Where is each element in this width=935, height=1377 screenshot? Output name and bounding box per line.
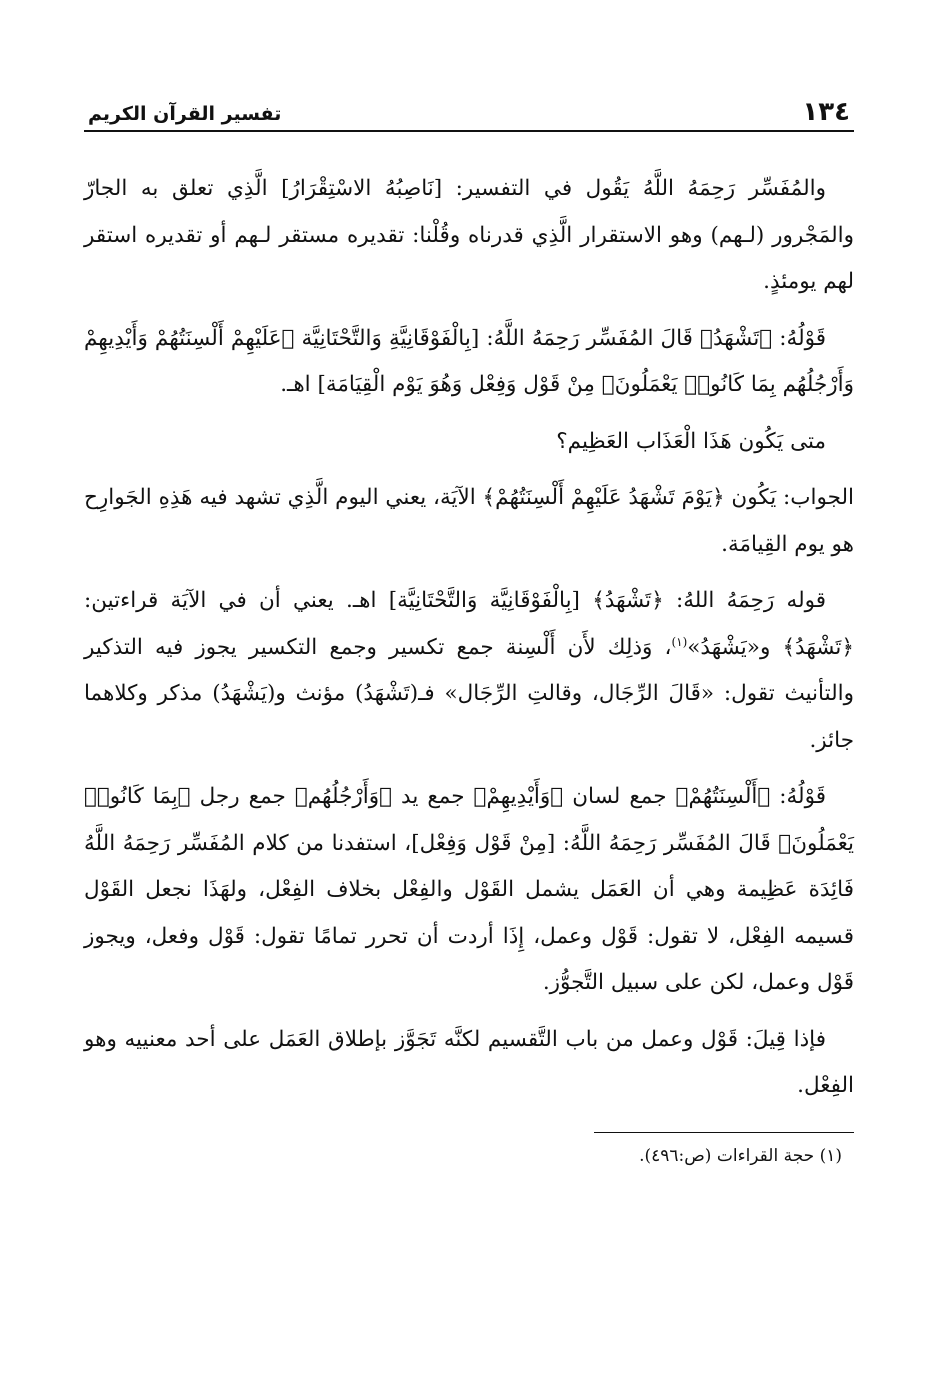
paragraph-1: والمُفَسِّر رَحِمَهُ اللَّهُ يَقُول في التفسير: [نَاصِبُهُ الاسْتِقْرَارُ] الَّذِي تعلق به الجارّ والمَجْرور (لـهم) وهو الاستقرار الَّذِي قدرناه وقُلْنا: تقديره مستقر لـهم أو تقديره استقر لهم يومئذٍ. xyxy=(84,176,854,294)
footnote: (١) حجة القراءات (ص:٤٩٦). xyxy=(639,1145,842,1166)
footnote-divider xyxy=(594,1132,854,1133)
paragraph-5-head: قوله رَحِمَهُ اللهُ: ﴿تَشْهَدُ﴾ [بِالْفَوْقَانِيَّة وَالتَّحْتَانِيَّة] اهـ. يعني أن في الآيَة قراءتين: ﴿تَشْهَدُ﴾ و«يَشْهَدُ» xyxy=(84,588,854,660)
paragraph-5 xyxy=(84,578,854,764)
page-number: ١٣٤ xyxy=(802,97,850,127)
paragraph-7: فإذا قِيلَ: قَوْل وعمل من باب التَّقسيم لكنَّه تَجَوَّز بإطلاق العَمَل على أحد معنييه وهو الفِعْل. xyxy=(84,1026,854,1098)
paragraph-6: قَوْلُهُ: ﴿أَلْسِنَتُهُمْ﴾ جمع لسان ﴿وَأَيْدِيهِمْ﴾ جمع يد ﴿وَأَرْجُلُهُم﴾ جمع رجل ﴿بِمَا كَانُوا۟ يَعْمَلُونَ﴾ قَالَ المُفَسِّر رَحِمَهُ اللَّهُ: [مِنْ قَوْل وَفِعْل]، استفدنا من كلام المُفَسِّر رَحِمَهُ اللَّهُ فَائِدَة عَظِيمة وهي أن العَمَل يشمل القَوْل والفِعْل بخلاف الفِعْل، ولهَذَا نجعل القَوْل قسيمه الفِعْل، لا تقول: قَوْل وعمل، إِذَا أردت أن تحرر تمامًا تقول: قَوْل وفعل، ويجوز قَوْل وعمل، لكن على سبيل التَّجوُّز. xyxy=(84,784,854,995)
page-body xyxy=(84,166,854,1110)
paragraph-5-tail: ، وَذلِك لأَن أَلْسِنة جمع تكسير وجمع التكسير يجوز فيه التذكير والتأنيث تقول: «قَالَ الرِّجَال، وقالتِ الرِّجَال» فـ(تَشْهَدُ) مؤنث و(يَشْهَدُ) مذكر وكلاهما جائز. xyxy=(84,634,854,753)
book-page xyxy=(84,92,854,1169)
footnote-marker: (١) xyxy=(671,634,688,649)
page-header xyxy=(84,92,854,132)
running-title: تفسير القرآن الكريم xyxy=(88,103,282,125)
paragraph-2: قَوْلُهُ: ﴿تَشْهَدُ﴾ قَالَ المُفَسِّر رَحِمَهُ اللَّهُ: [بِالْفَوْقَانِيَّةِ وَالتَّحْتَانِيَّة ﴿عَلَيْهِمْ أَلْسِنَتُهُمْ وَأَيْدِيهِمْ وَأَرْجُلُهُم بِمَا كَانُوا۟ يَعْمَلُونَ﴾ مِنْ قَوْل وَفِعْل وَهُوَ يَوْم الْقِيَامَة] اهـ. xyxy=(84,325,854,397)
paragraph-4: الجواب: يَكُون ﴿يَوْمَ تَشْهَدُ عَلَيْهِمْ أَلْسِنَتُهُمْ﴾ الآيَة، يعني اليوم الَّذِي تشهد فيه هَذِهِ الجَوارِح هو يوم القِيامَة. xyxy=(84,485,854,557)
paragraph-3: متى يَكُون هَذَا الْعَذَاب العَظِيم؟ xyxy=(556,428,826,454)
